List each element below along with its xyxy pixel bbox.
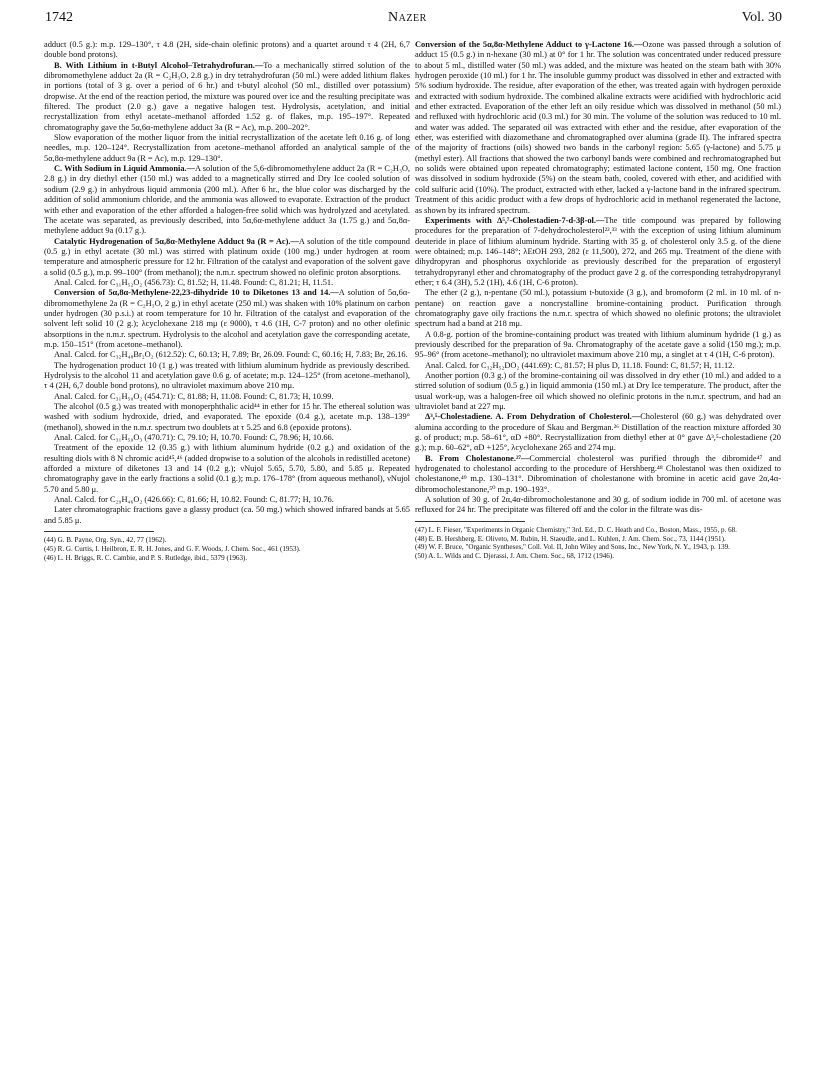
paragraph-text: adduct (0.5 g.): m.p. 129–130°, τ 4.8 (2H, side-chain olefinic protons) and a quartet around τ 4 (2H, 6,7 double bond protons). — [44, 40, 410, 60]
paragraph-text: The alcohol (0.5 g.) was treated with monoperphthalic acid⁴⁴ in ether for 15 hr. The ethereal solution was washed with sodium hydroxide, dried, and evaporated. The epoxide (0.4 g.), acetate m.p. 138–139° (methanol), showed in the n.m.r. spectrum two doublets at τ 5.25 and 6.8 (epoxide protons). — [44, 402, 410, 432]
paragraph — [44, 288, 410, 350]
paragraph — [415, 216, 781, 288]
paragraph-text: Anal. Calcd. for C₃₁H₅₀O₃ (470.71): C, 79.10; H, 10.70. Found: C, 78.96; H, 10.66. — [54, 433, 334, 443]
paragraph-text: Slow evaporation of the mother liquor from the initial recrystallization of the acetate left 0.16 g. of long needles, m.p. 120–124°. Recrystallization from acetone–methanol afforded an analytical sample of the 5α,8α-methylene adduct 9a (R = Ac), m.p. 129–130°. — [44, 133, 410, 163]
paragraph — [44, 392, 410, 402]
paragraph-text: Anal. Calcd. for C₃₁H₅₀O₂ (454.71): C, 81.88; H, 11.08. Found: C, 81.73; H, 10.99. — [54, 391, 334, 401]
paragraph — [44, 402, 410, 433]
paragraph-text: A solution of the title compound (0.5 g.) in ethyl acetate (30 ml.) was stirred with platinum oxide (100 mg.) under hydrogen at room temperature and atmospheric pressure for 12 hr. Filtration of the catalyst and evaporation of the solvent gave a solid (0.5 g.), m.p. 99–100° (from methanol); the n.m.r. spectrum showed no olefinic proton absorptions. — [44, 236, 410, 277]
footnote: (44) G. B. Payne, Org. Syn., 42, 77 (1962). — [44, 536, 167, 545]
paragraph-text: A 0.8-g. portion of the bromine-containing product was treated with lithium aluminum hydride (1 g.) as previously described for the preparation of 9a. Chromatography of the acetate gave a solid (150 mg.); m.p. 95–96° (from acetone–methanol); no ultraviolet maximum above 210 mμ, a singlet at τ 4 (1H, C-6 proton). — [415, 329, 781, 360]
paragraph — [44, 61, 410, 133]
paragraph-text: Commercial cholesterol was purified through the dibromide⁴⁷ and hydrogenated to cholestanol according to the procedure of Hershberg.⁴⁸ Cholestanol was then oxidized to cholestanone,⁴⁹ m.p. 130–131°. Dibromination of cholestanone with bromine in acetic acid gave 2α,4α-dibromocholestanone,⁵⁰ m.p. 190–193°. — [415, 453, 781, 494]
section-heading: Conversion of the 5α,8α-Methylene Adduct to γ-Lactone 16.— — [415, 40, 643, 49]
paragraph — [44, 278, 410, 288]
footnote: (48) E. B. Hershberg, E. Oliveto, M. Rubin, H. Staeudle, and L. Kuhlen, J. Am. Chem. Soc., 73, 1144 (1951). — [415, 534, 726, 543]
paragraph — [415, 454, 781, 495]
paragraph-text: Anal. Calcd. for C₃₁H₅₂O₂ (456.73): C, 81.52; H, 11.48. Found: C, 81.21; H, 11.51. — [54, 277, 334, 287]
footnote: (45) R. G. Curtis, I. Heilbron, E. R. H. Jones, and G. F. Woods, J. Chem. Soc., 461 (1953). — [44, 544, 301, 553]
paragraph — [415, 371, 781, 412]
section-heading: Δ³,⁵-Cholestadiene. A. From Dehydration of Cholesterol.— — [425, 412, 641, 422]
footnote-divider — [44, 531, 154, 532]
paragraph-text: Anal. Calcd. for C₃₂H₅₂DO₂ (441.69): C, 81.57; H plus D, 11.18. Found: C, 81.57; H, 11.12. — [425, 360, 735, 370]
page-number: 1742 — [45, 10, 73, 25]
footnote-divider — [415, 521, 525, 522]
paragraph — [44, 495, 410, 505]
footnote: (50) A. L. Wilds and C. Djerassi, J. Am. Chem. Soc., 68, 1712 (1946). — [415, 552, 614, 561]
left-column — [44, 40, 410, 563]
paragraph-text: Treatment of the epoxide 12 (0.35 g.) with lithium aluminum hydride (0.2 g.) and oxidation of the resulting diols with 8 N chromic acid⁴⁵,⁴⁶ (added dropwise to a solution of the alcohols in redistilled acetone) afforded a mixture of diketones 13 and 14 (0.2 g.); νNujol 5.65, 5.70, 5.80, and 5.85 μ. Repeated chromatography gave in the early fractions a solid (0.1 g.); m.p. 176–178° (from aqueous methanol), νNujol 5.70 and 5.80 μ. — [44, 443, 410, 494]
paragraph-text: A solution of 5α,6α-dibromomethylene 2a (R = C₂H₃O, 2 g.) in ethyl acetate (250 ml.) was shaken with 10% platinum on carbon under hydrogen (30 p.s.i.) at room temperature for 10 hr. Filtration of the catalyst and evaporation of the solvent left solid 10 (2 g.); λcyclohexane 218 mμ (ε 9000), τ 4.6 (1H, C-7 proton) and no other olefinic absorptions in the n.m.r. spectrum. Hydrolysis to the alcohol and acetylation gave the corresponding acetate, m.p. 150–151° (from acetone–methanol). — [44, 288, 410, 349]
paragraph — [415, 412, 781, 453]
page-header — [45, 10, 782, 34]
footnote: (46) L. H. Briggs, R. C. Cambie, and P. S. Rutledge, ibid., 5379 (1963). — [44, 553, 248, 562]
paragraph — [44, 443, 410, 495]
paragraph-text: A solution of 30 g. of 2α,4α-dibromocholestanone and 30 g. of sodium iodide in 700 ml. of acetone was refluxed for 24 hr. The precipitate was filtered off and the color in the filtrate was dis- — [415, 495, 781, 515]
running-title: Nazer — [388, 10, 427, 25]
paragraph — [415, 361, 781, 371]
paragraph-text: Anal. Calcd. for C₂₉H₄₆O₂ (426.66): C, 81.66; H, 10.82. Found: C, 81.77; H, 10.76. — [54, 495, 334, 505]
footnote: (47) L. F. Fieser, "Experiments in Organic Chemistry," 3rd. Ed., D. C. Heath and Co., Boston, Mass., 1955, p. 68. — [415, 525, 737, 534]
footnote: (49) W. F. Bruce, "Organic Syntheses," Coll. Vol. II, John Wiley and Sons, Inc., New York, N. Y., 1943, p. 139. — [415, 543, 730, 552]
paragraph — [44, 133, 410, 164]
paragraph — [415, 330, 781, 361]
paragraph — [44, 237, 410, 278]
paragraph-text: Ozone was passed through a solution of adduct 15 (0.5 g.) in n-hexane (30 ml.) at 0° for 1 hr. The solution was concentrated under reduced pressure to about 5 ml., distilled water (50 ml.) was added, and the mixture was heated on the steam bath with 30% hydrogen peroxide (10 ml.) for 1 hr. The insoluble gummy product was dissolved in ether and extracted with 5% sodium hydroxide. The residue, after evaporation of the ether, was treated again with hydrogen peroxide and extracted with sodium hydroxide. The combined alkaline extracts were acidified with hydrochloric acid and ether extracted. Evaporation of the ether left an oily residue which was dissolved in methanol (50 ml.) and refluxed with hydrochloric acid (0.3 ml.) for 30 min. The volume of the solution was reduced to 10 ml. and water was added. The separated oil was extracted with ether and the residue, after evaporation of the ether, was esterified with diazomethane and chromatographed over alumina (grade II). The infrared spectra of the majority of fractions (oils) showed two bands in the carbonyl region: 5.65 (γ-lactone) and 5.75 μ (methyl ester). All fractions that showed the two carbonyl bands were combined and rechromatographed but no solids were obtained upon repeated chromatography; estimated lactone content, 150 mg. One fraction was dissolved in sodium hydroxide (5%) on the steam bath, cooled, covered with ether, and acidified with cold sulfuric acid (10%). The product, extracted with ether, lacked a γ-lactone band in the infrared spectrum. Treatment of this acidic product with a few drops of hydrochloric acid in methanol regenerated the lactone, as shown by its infrared spectrum. — [415, 40, 781, 215]
right-column — [415, 40, 781, 561]
section-heading: C. With Sodium in Liquid Ammonia.— — [54, 164, 195, 174]
section-heading: Catalytic Hydrogenation of 5α,8α-Methylene Adduct 9a (R = Ac).— — [54, 236, 299, 246]
paragraph-text: Anal. Calcd. for C₃₂H₄₈Br₂O₂ (612.52): C, 60.13; H, 7.89; Br, 26.09. Found: C, 60.16; H, 7.83; Br, 26.16. — [54, 350, 408, 360]
paragraph — [415, 40, 781, 216]
section-heading: Experiments with Δ⁵,⁷-Cholestadien-7-d-3β-ol.— — [425, 215, 605, 225]
section-heading: B. From Cholestanone.²⁷— — [425, 453, 530, 463]
paragraph-text: A solution of the 5,6-dibromomethylene adduct 2a (R = C₂H₃O, 2.8 g.) in dry diethyl ether (150 ml.) was added to a magnetically stirred and Dry Ice cooled solution of sodium (2.9 g.) in anhydrous liquid ammonia (200 ml.). After 6 hr., the blue color was discharged by the addition of solid ammonium chloride, and the ammonia was allowed to evaporate. Extraction of the product with ether and evaporation of the ether afforded a halogen-free solid which was hydrolyzed and acetylated. The acetate was separated, as previously described, into 5α,6α-methylene adduct 3a (1.75 g.) and 5α,8α-methylene adduct 9a (0.17 g.). — [44, 164, 411, 236]
section-heading: Conversion of 5α,8α-Methylene-22,23-dihydride 10 to Diketones 13 and 14.— — [54, 288, 339, 298]
paragraph — [44, 40, 410, 61]
paragraph-text: Later chromatographic fractions gave a glassy product (ca. 50 mg.) which showed infrared bands at 5.65 and 5.85 μ. — [44, 505, 410, 525]
paragraph — [44, 361, 410, 392]
paragraph — [415, 288, 781, 329]
paragraph-text: The hydrogenation product 10 (1 g.) was treated with lithium aluminum hydride as previously described. Hydrolysis to the alcohol 11 and acetylation gave 0.6 g. of acetate; m.p. 124–125° (from acetone–methanol), τ 4 (2H, 6,7 double bond protons), no ultraviolet maximum above 210 mμ. — [44, 360, 410, 391]
paragraph — [415, 495, 781, 516]
paragraph — [44, 164, 410, 236]
paragraph-text: The ether (2 g.), n-pentane (50 ml.), potassium t-butoxide (3 g.), and bromoform (2 ml. in 10 ml. of n-pentane) on reaction gave a noncrystalline bromine-containing product. Purification through chromatography gave oily fractions the n.m.r. spectra of which showed no olefinic protons; the ultraviolet spectrum had a band at 218 mμ. — [415, 288, 781, 329]
paragraph — [44, 433, 410, 443]
paragraph-text: Another portion (0.3 g.) of the bromine-containing oil was dissolved in dry ether (10 ml.) and added to a stirred solution of sodium (0.5 g.) in liquid ammonia (150 ml.) at Dry Ice temperature. The product, after the usual work-up, was a halogen-free oil which showed no olefinic protons in the n.m.r. spectrum, and had an ultraviolet band at 227 mμ. — [415, 371, 781, 412]
paragraph — [44, 505, 410, 526]
paragraph-text: To a mechanically stirred solution of the dibromomethylene adduct 2a (R = C₂H₃O, 2.8 g.) in dry tetrahydrofuran (50 ml.) were added lithium flakes in portions (total of 3 g. over a period of 6 hr.) and t-butyl alcohol (50 ml., distilled over potassium) dropwise. At the end of the reaction period, the mixture was poured over ice and the resulting precipitate was filtered. The product (2.0 g.) gave a negative halogen test. Hydrolysis, acetylation, and initial recrystallization from ethyl acetate–methanol afforded 1.52 g. of flakes, m.p. 195–197°. Repeated chromatography gave the 5α,6α-methylene adduct 3a (R = Ac), m.p. 200–202°. — [44, 60, 411, 132]
paragraph-text: Cholesterol (60 g.) was dehydrated over alumina according to the procedure of Skau and Bergman.²⁶ Distillation of the reaction mixture afforded 30 g. of product; m.p. 58–61°, αD +80°. Recrystallization from diethyl ether at 0° gave Δ³,⁵-cholestadiene (20 g.); m.p. 60–62°, αD +125°, λcyclohexane 265 and 274 mμ. — [415, 412, 781, 453]
paragraph-text: The title compound was prepared by following procedures for the preparation of 7-dehydrocholesterol²²,³³ with the exception of using lithium aluminum deuteride in place of lithium aluminum hydride. Starting with 35 g. of cholesterol only 3.5 g. of the diene were obtained; m.p. 146–148°; λEtOH 293, 282 (ε 11,500), 272, and 265 mμ. Treatment of the diene with dihydropyran and phosphorus oxychloride as previously described for the preparation of ergosteryl tetrahydropyranyl ether and chromatography of the product gave 2 g. of the corresponding tetrahydropyranyl ether; τ 6.4 (3H), 5.2 (1H), 4.6 (1H, C-6 proton). — [415, 215, 782, 287]
paragraph — [44, 350, 410, 360]
section-heading: B. With Lithium in t-Butyl Alcohol–Tetrahydrofuran.— — [54, 60, 264, 70]
volume-label: Vol. 30 — [741, 10, 782, 25]
